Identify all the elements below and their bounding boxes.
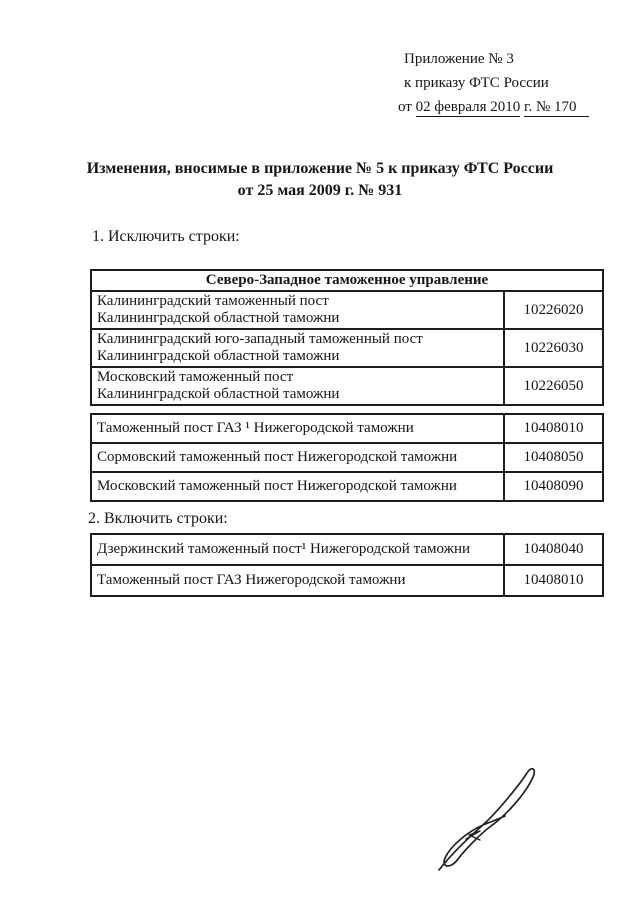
exclude-table-northwest (90, 269, 604, 406)
post-code-cell: 10226050 (504, 367, 603, 405)
appendix-reference (398, 47, 589, 119)
post-name-cell: Дзержинский таможенный пост¹ Нижегородской таможни (91, 534, 504, 565)
number-underlined: г. № 170 (524, 99, 589, 117)
table-row (91, 472, 603, 501)
post-name-cell (91, 291, 504, 329)
table-row (91, 291, 603, 329)
post-code-cell: 10408010 (504, 565, 603, 596)
post-name-cell (91, 367, 504, 405)
table-row (91, 414, 603, 443)
section-2-label: 2. Включить строки: (88, 510, 228, 527)
post-code-cell: 10408040 (504, 534, 603, 565)
title-line-2: от 25 мая 2009 г. № 931 (237, 182, 403, 199)
post-name-line: Калининградский таможенный пост (97, 293, 329, 309)
post-name-cell: Сормовский таможенный пост Нижегородской таможни (91, 443, 504, 472)
post-code-cell: 10408090 (504, 472, 603, 501)
post-name-line: Калининградский юго-западный таможенный пост (97, 331, 423, 347)
document-title (0, 158, 640, 202)
post-name-line: Московский таможенный пост (97, 369, 294, 385)
post-code-cell: 10408010 (504, 414, 603, 443)
include-table (90, 533, 604, 597)
appendix-number-line: Приложение № 3 (404, 51, 514, 67)
table-group-header: Северо-Западное таможенное управление (91, 270, 603, 291)
date-prefix: от (398, 99, 416, 115)
table-group-header-row (91, 270, 603, 291)
section-1-label: 1. Исключить строки: (92, 228, 240, 245)
signature-scribble (433, 762, 551, 874)
table-row (91, 534, 603, 565)
order-line: к приказу ФТС России (404, 75, 549, 91)
post-name-line: Калининградской областной таможни (97, 310, 340, 326)
post-code-cell: 10408050 (504, 443, 603, 472)
post-name-line: Калининградской областной таможни (97, 386, 340, 402)
post-code-cell: 10226030 (504, 329, 603, 367)
post-name-line: Калининградской областной таможни (97, 348, 340, 364)
post-name-cell: Таможенный пост ГАЗ ¹ Нижегородской таможни (91, 414, 504, 443)
table-row (91, 329, 603, 367)
post-code-cell: 10226020 (504, 291, 603, 329)
post-name-cell (91, 329, 504, 367)
date-underlined: 02 февраля 2010 (415, 99, 521, 115)
date-line (398, 95, 589, 119)
post-name-cell: Таможенный пост ГАЗ Нижегородской таможни (91, 565, 504, 596)
title-line-1: Изменения, вносимые в приложение № 5 к приказу ФТС России (86, 160, 554, 177)
table-row (91, 565, 603, 596)
post-name-cell: Московский таможенный пост Нижегородской таможни (91, 472, 504, 501)
exclude-table-nizhegorod (90, 413, 604, 502)
table-row (91, 367, 603, 405)
table-row (91, 443, 603, 472)
